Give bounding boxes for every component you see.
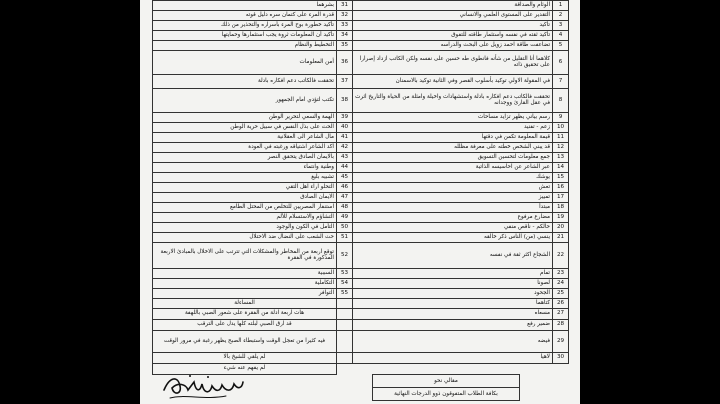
answer-text-right-col: التوافر xyxy=(153,289,337,299)
row-number-left-col: 2 xyxy=(553,11,569,21)
row-number-left-col: 27 xyxy=(553,309,569,320)
answer-text-left-col: مضارع مرفوع xyxy=(353,213,553,223)
row-number-right-col: 55 xyxy=(337,289,353,299)
answer-text-right-col: استنفار المصريين للتخلص من المحتل الطامع xyxy=(153,203,337,213)
row-number-right-col: 44 xyxy=(337,163,353,173)
answer-text-right-col: الهمة والسعي لتحرير الوطن xyxy=(153,113,337,123)
table-row xyxy=(153,113,569,123)
answer-text-right-col: توقع اربعة من المخاطر والمشكلات التي تترتب على الاخلال بالمبادئ الاربعة المذكورة في الفقرة xyxy=(153,243,337,269)
row-number-left-col: 25 xyxy=(553,289,569,299)
answer-text-left-col: تمييز xyxy=(353,193,553,203)
row-number-left-col: 22 xyxy=(553,243,569,269)
answer-text-left-col: قيمة المعلومة تكمن في دقتها xyxy=(353,133,553,143)
row-number-left-col: 28 xyxy=(553,320,569,331)
row-number-right-col: 43 xyxy=(337,153,353,163)
table-row xyxy=(153,21,569,31)
row-number-left-col: 6 xyxy=(553,51,569,75)
row-number-right-col xyxy=(337,331,353,353)
answer-text-left-col: لاهيا xyxy=(353,353,553,364)
row-number-right-col: 54 xyxy=(337,279,353,289)
answer-text-left-col: الجحود xyxy=(353,289,553,299)
answer-text-left-col: مسعاه xyxy=(353,309,553,320)
table-row xyxy=(153,203,569,213)
row-number-right-col: 35 xyxy=(337,41,353,51)
row-number-left-col: 18 xyxy=(553,203,569,213)
row-number-right-col xyxy=(337,299,353,309)
table-row xyxy=(153,233,569,243)
table-row xyxy=(153,173,569,183)
row-number-right-col xyxy=(337,353,353,364)
answer-text-left-col: تحققت فالكاتب دعم افكاره بادلة واستشهادات واخيلة وامثلة من الحياة والتاريخ اثرت في عقل القارئ ووجدانه xyxy=(353,89,553,113)
row-number-right-col xyxy=(337,364,353,375)
row-number-right-col: 51 xyxy=(337,233,353,243)
answer-text-left-col: زعم - تفنيد xyxy=(353,123,553,133)
row-number-right-col: 52 xyxy=(337,243,353,269)
table-row xyxy=(153,269,569,279)
footer-line-1: مقالي نحو xyxy=(373,375,520,388)
answer-text-right-col: أمن المعلومات xyxy=(153,51,337,75)
answer-text-right-col: بالايمان الصادق يتحقق النصر xyxy=(153,153,337,163)
table-row xyxy=(153,353,569,364)
row-number-left-col: 21 xyxy=(553,233,569,243)
answer-text-left-col: كلاهما أنا التقليل من شأنه فانطوى طه حسين على نفسه ولكن الكاتب ازداد إصرارا على تحقيق ذاته xyxy=(353,51,553,75)
row-number-left-col: 17 xyxy=(553,193,569,203)
table-row xyxy=(153,89,569,113)
answer-text-left-col: ينسي (من) الناس ذكر خالقه xyxy=(353,233,553,243)
answer-text-left-col: مبتدأ xyxy=(353,203,553,213)
answer-text-left-col: الوئام والصداقة xyxy=(353,1,553,11)
answer-text-right-col: هات اربعة ادلة من الفقرة على شعور الصبي باللهفة xyxy=(153,309,337,320)
row-number-right-col: 33 xyxy=(337,21,353,31)
row-number-left-col: 20 xyxy=(553,223,569,233)
table-row xyxy=(153,75,569,89)
answer-text-left-col: كتاهما xyxy=(353,299,553,309)
answer-text-left-col: تعش xyxy=(353,183,553,193)
answer-sheet xyxy=(140,0,580,404)
row-number-right-col: 38 xyxy=(337,89,353,113)
row-number-left-col: 12 xyxy=(553,143,569,153)
row-number-left-col: 29 xyxy=(553,331,569,353)
answers-table xyxy=(152,0,569,375)
table-row xyxy=(153,163,569,173)
table-row xyxy=(153,309,569,320)
row-number-left-col: 4 xyxy=(553,31,569,41)
answer-text-left-col xyxy=(353,364,553,375)
answer-text-left-col: رسم بياني يظهر تزايد مساحات xyxy=(353,113,553,123)
answer-text-right-col: مال الشاعر الى العقلانية xyxy=(153,133,337,143)
row-number-right-col: 49 xyxy=(337,213,353,223)
row-number-left-col: 23 xyxy=(553,269,569,279)
row-number-right-col: 42 xyxy=(337,143,353,153)
answer-text-right-col: حث الشعب على النضال ضد الاحتلال xyxy=(153,233,337,243)
answer-text-left-col: الشجاع اكثر ثقة في نفسه xyxy=(353,243,553,269)
row-number-right-col: 37 xyxy=(337,75,353,89)
table-row xyxy=(153,223,569,233)
answer-text-right-col: وطنية وانتماء xyxy=(153,163,337,173)
table-row xyxy=(153,31,569,41)
answer-text-right-col: قد ارق الصبي لبلته كلها يدل على الترقب xyxy=(153,320,337,331)
row-number-left-col: 16 xyxy=(553,183,569,193)
table-row xyxy=(153,41,569,51)
row-number-left-col: 9 xyxy=(553,113,569,123)
table-row xyxy=(153,331,569,353)
answer-text-right-col: التأمل في الكون والوجود xyxy=(153,223,337,233)
row-number-right-col: 39 xyxy=(337,113,353,123)
answer-text-left-col: قد يبني الشخص خطته على معرفة مظلله xyxy=(353,143,553,153)
handwritten-signature xyxy=(160,370,245,404)
table-row xyxy=(153,11,569,21)
row-number-left-col: 7 xyxy=(553,75,569,89)
row-number-left-col: 11 xyxy=(553,133,569,143)
row-number-left-col: 14 xyxy=(553,163,569,173)
row-number-left-col: 24 xyxy=(553,279,569,289)
table-row xyxy=(153,243,569,269)
answer-text-left-col: تمام xyxy=(353,269,553,279)
answer-text-right-col: تأكيد خطورة بوح المرء بأسراره والتحذير من ذلك xyxy=(153,21,337,31)
answer-text-right-col: المساءلة xyxy=(153,299,337,309)
row-number-left-col: 15 xyxy=(553,173,569,183)
answer-text-right-col: السببية xyxy=(153,269,337,279)
row-number-right-col: 34 xyxy=(337,31,353,41)
row-number-right-col: 32 xyxy=(337,11,353,21)
row-number-left-col: 10 xyxy=(553,123,569,133)
answer-text-left-col: في المقولة الاولي توكيد بأسلوب القصر وفي الثانية توكيد بالاسمنان xyxy=(353,75,553,89)
answer-text-right-col: تحققت فالكاتب دعم افكاره بادلة xyxy=(153,75,337,89)
row-number-right-col xyxy=(337,309,353,320)
footer-line-2: بكافة الطلاب المتفوقون ذوو الدرجات النهائية xyxy=(373,388,520,401)
row-number-left-col: 3 xyxy=(553,21,569,31)
table-row xyxy=(153,213,569,223)
answer-text-right-col: تأكيد أن المعلومات ثروة يجب استثمارها وحمايتها xyxy=(153,31,337,41)
row-number-right-col xyxy=(337,320,353,331)
table-row xyxy=(153,153,569,163)
row-number-left-col: 19 xyxy=(553,213,569,223)
answer-text-right-col: قدرة المرء على كتمان سره دليل قوته xyxy=(153,11,337,21)
table-row xyxy=(153,51,569,75)
table-row xyxy=(153,279,569,289)
footer-box xyxy=(372,374,520,401)
table-row xyxy=(153,289,569,299)
row-number-left-col: 13 xyxy=(553,153,569,163)
table-row xyxy=(153,299,569,309)
answer-text-left-col: يوشك xyxy=(353,173,553,183)
row-number-right-col: 36 xyxy=(337,51,353,75)
answer-text-right-col: تشبيه بليغ xyxy=(153,173,337,183)
row-number-left-col: 1 xyxy=(553,1,569,11)
answer-text-right-col: التحلو اراء اهل التقي xyxy=(153,183,337,193)
answer-text-right-col: اكد الشاعر اشتياقه ورغبته في العودة xyxy=(153,143,337,153)
table-row xyxy=(153,123,569,133)
answer-text-right-col: الحث على بذل النفس في سبيل حرية الوطن xyxy=(153,123,337,133)
row-number-right-col: 47 xyxy=(337,193,353,203)
row-number-right-col: 41 xyxy=(337,133,353,143)
row-number-right-col: 46 xyxy=(337,183,353,193)
table-row xyxy=(153,1,569,11)
row-number-left-col: 5 xyxy=(553,41,569,51)
row-number-right-col: 48 xyxy=(337,203,353,213)
table-row xyxy=(153,133,569,143)
table-row xyxy=(153,320,569,331)
row-number-left-col: 30 xyxy=(553,353,569,364)
answer-text-left-col: عبر الشاعر عن احاسيسه الذاتية xyxy=(353,163,553,173)
answer-text-left-col: تأكيد ثقته في نفسه واستثمار طاقته للتفوق xyxy=(353,31,553,41)
row-number-left-col xyxy=(553,364,569,375)
answer-text-right-col: لم يفهم عنه شيء xyxy=(153,364,337,375)
answer-text-left-col: جمع معلومات لتحسين التسويق xyxy=(353,153,553,163)
answer-text-left-col: ضمير رفع xyxy=(353,320,553,331)
row-number-right-col: 53 xyxy=(337,269,353,279)
answer-text-right-col: لم يلقي للشيخ بالا xyxy=(153,353,337,364)
answer-text-right-col: التكاملية xyxy=(153,279,337,289)
table-row xyxy=(153,183,569,193)
answer-text-left-col: فيضه xyxy=(353,331,553,353)
row-number-left-col: 8 xyxy=(553,89,569,113)
row-number-right-col: 50 xyxy=(337,223,353,233)
table-row xyxy=(153,143,569,153)
answer-text-left-col: التقدير على المستوى العلمي والانساني xyxy=(353,11,553,21)
row-number-right-col: 31 xyxy=(337,1,353,11)
answer-text-right-col: فيه كثيرا من تعجل الوقت واستبطاء الصبح يظهر رغبة في مرور الوقت xyxy=(153,331,337,353)
answer-text-right-col: التشاؤم والاستسلام للألم xyxy=(153,213,337,223)
answer-text-left-col: حالكم - ناقص منفي xyxy=(353,223,553,233)
answer-text-left-col: تأكيد xyxy=(353,21,553,31)
answer-text-left-col: تضاعفت طاقة احمد زويل على البحث والدراسه xyxy=(353,41,553,51)
answer-text-right-col: بشرهما xyxy=(153,1,337,11)
answer-text-right-col: التخطيط والنظام xyxy=(153,41,337,51)
answer-text-left-col: لصونا xyxy=(353,279,553,289)
table-row xyxy=(153,193,569,203)
answer-text-right-col: الايمان الصادق xyxy=(153,193,337,203)
row-number-right-col: 45 xyxy=(337,173,353,183)
row-number-right-col: 40 xyxy=(337,123,353,133)
row-number-left-col: 26 xyxy=(553,299,569,309)
answer-text-right-col: تكتب لتؤدي امام الجمهور xyxy=(153,89,337,113)
